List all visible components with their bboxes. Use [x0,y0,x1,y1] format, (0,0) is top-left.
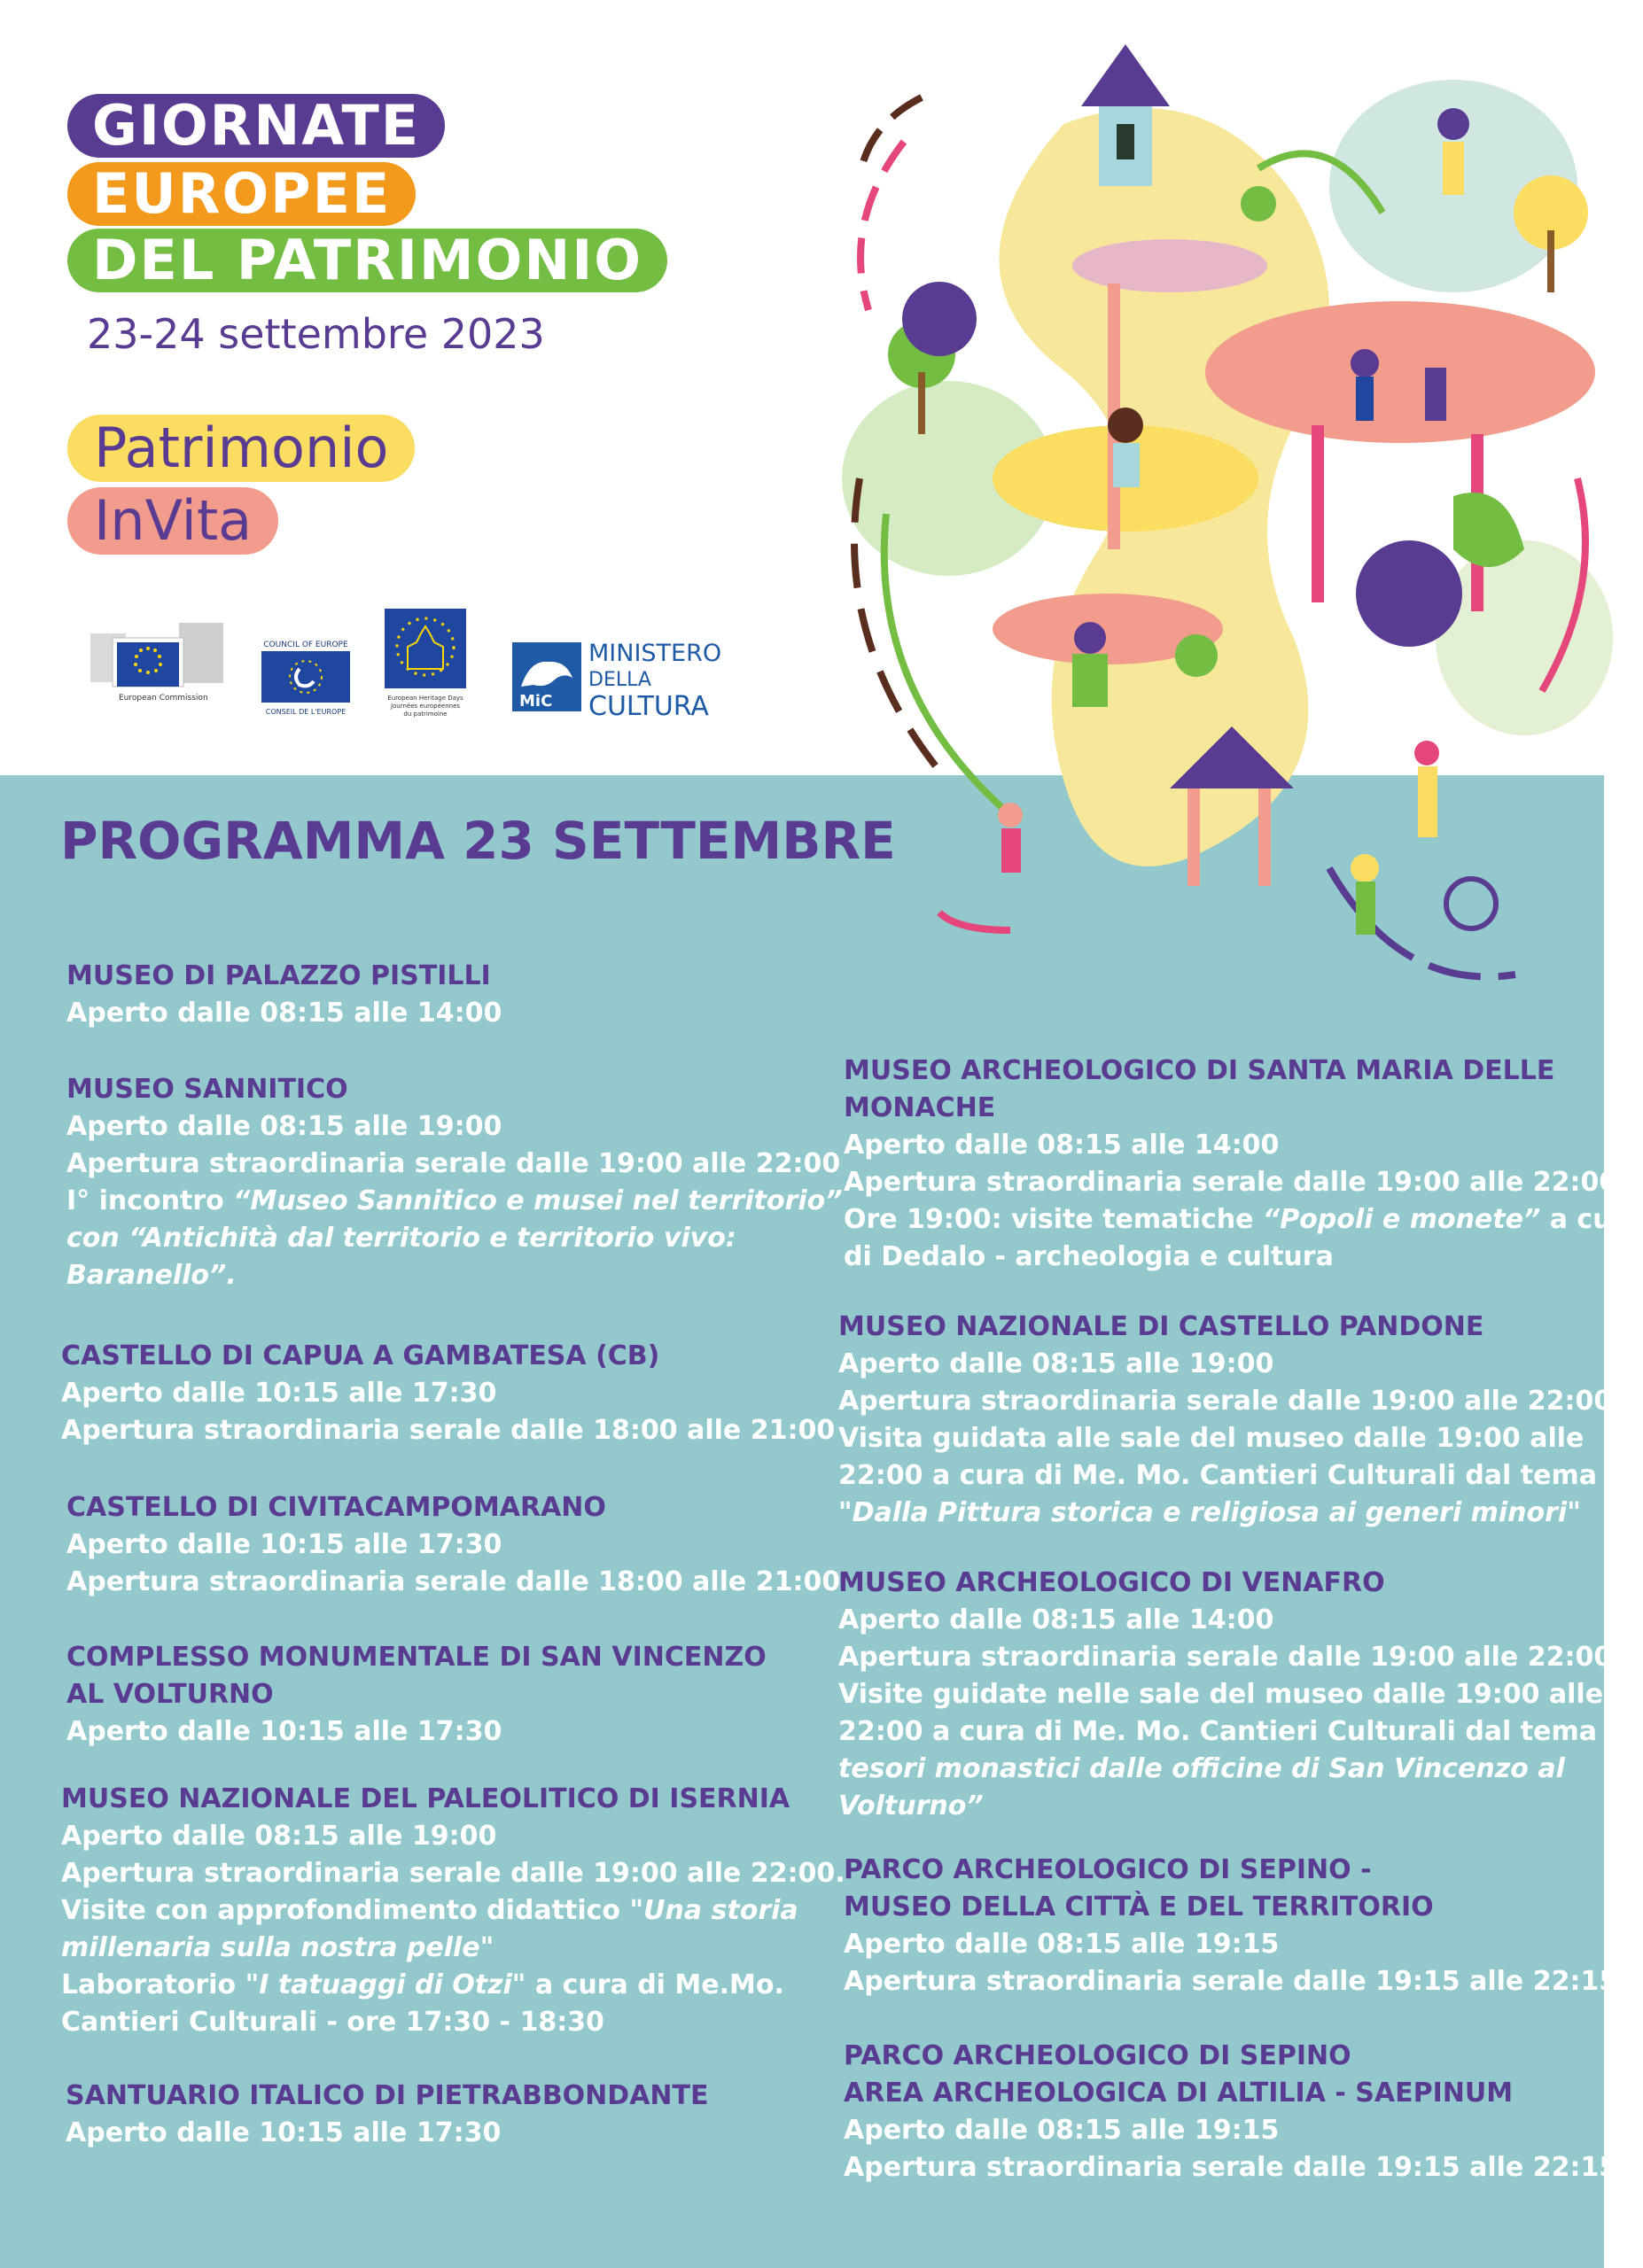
entry-sepino-museo [844,1852,1617,2000]
entry-line: Aperto dalle 10:15 alle 17:30 [66,2117,502,2148]
european-heritage-days-logo: European Heritage Days Journées européennes du patrimoine [381,607,470,731]
svg-text:European Commission: European Commission [119,694,208,703]
ministero-della-cultura-logo: MiC MINISTERO DELLA CULTURA [512,633,743,722]
entry-title: SANTUARIO ITALICO DI PIETRABBONDANTE [66,2080,709,2111]
title-del-patrimonio: DEL PATRIMONIO [67,229,667,292]
title-europee: EUROPEE [67,162,416,226]
entry-line: I° incontro “Museo Sannitico e musei nel territorio” [66,1185,843,1216]
entry-line: Volturno” [838,1790,984,1821]
entry-line: Apertura straordinaria serale dalle 18:00 alle 21:00 [66,1566,841,1597]
entry-line: Aperto dalle 08:15 alle 19:00 [838,1348,1274,1379]
entry-line: Aperto dalle 10:15 alle 17:30 [66,1716,502,1747]
entry-line: Aperto dalle 08:15 alle 14:00 [838,1604,1274,1635]
entry-title: MUSEO NAZIONALE DEL PALEOLITICO DI ISERNIA [61,1783,790,1814]
entry-line: Apertura straordinaria serale dalle 19:15 alle 22:15 [844,2152,1618,2183]
entry-line: Apertura straordinaria serale dalle 18:00 alle 21:00 [61,1415,836,1446]
entry-title: CASTELLO DI CAPUA A GAMBATESA (CB) [61,1340,660,1371]
entry-title: MUSEO DELLA CITTÀ E DEL TERRITORIO [844,1891,1434,1922]
entry-line: Apertura straordinaria serale dalle 19:00 alle 22:00 [66,1148,841,1179]
entry-sepino-altilia [844,2038,1617,2186]
entry-title: MUSEO ARCHEOLOGICO DI VENAFRO [838,1567,1385,1598]
entry-line: Aperto dalle 08:15 alle 19:15 [844,2115,1280,2146]
entry-line: "Dalla Pittura storica e religiosa ai generi minori" [838,1497,1581,1528]
entry-pietrabbondante [66,2078,708,2152]
council-of-europe-logo: COUNCIL OF EUROPE CONSEIL DE L'EUROPE [257,641,354,720]
entry-line: Aperto dalle 08:15 alle 19:00 [66,1111,502,1142]
title-giornate: GIORNATE [67,94,445,158]
entry-line: tesori monastici dalle officine di San Vincenzo al [838,1753,1565,1784]
entry-title: COMPLESSO MONUMENTALE DI SAN VINCENZO [66,1642,767,1673]
svg-text:MiC: MiC [519,692,553,711]
entry-line: Visita guidata alle sale del museo dalle 19:00 alle [838,1423,1585,1454]
event-dates: 23-24 settembre 2023 [87,310,545,358]
entry-line: Visite con approfondimento didattico "Una storia [61,1895,798,1926]
entry-santa-maria-monache [844,1052,1643,1276]
entry-venafro [838,1565,1630,1825]
entry-san-vincenzo [66,1639,767,1751]
entry-museo-sannitico [66,1071,843,1294]
entry-line: Cantieri Culturali - ore 17:30 - 18:30 [61,2007,604,2038]
entry-line: Apertura straordinaria serale dalle 19:00 alle 22:00 [838,1386,1613,1417]
entry-line: Aperto dalle 08:15 alle 14:00 [844,1130,1280,1161]
entry-castello-capua [61,1338,835,1449]
entry-line: Aperto dalle 10:15 alle 17:30 [61,1378,497,1409]
entry-title: AREA ARCHEOLOGICA DI ALTILIA - SAEPINUM [844,2078,1514,2109]
entry-title: MONACHE [844,1092,996,1123]
entry-line: Aperto dalle 08:15 alle 19:15 [844,1929,1280,1960]
entry-paleolitico-isernia [61,1781,845,2041]
entry-line: Aperto dalle 08:15 alle 14:00 [66,998,502,1029]
entry-title: CASTELLO DI CIVITACAMPOMARANO [66,1492,606,1523]
entry-title: PARCO ARCHEOLOGICO DI SEPINO [844,2040,1351,2071]
entry-title: PARCO ARCHEOLOGICO DI SEPINO - [844,1854,1372,1885]
entry-museo-palazzo-pistilli [66,958,502,1032]
entry-line: Apertura straordinaria serale dalle 19:00 alle 22:00 [838,1642,1613,1673]
entry-line: Apertura straordinaria serale dalle 19:00 alle 22:00 [844,1167,1618,1198]
entry-line: Aperto dalle 10:15 alle 17:30 [66,1529,502,1560]
entry-line: millenaria sulla nostra pelle" [61,1932,494,1963]
entry-line: Apertura straordinaria serale dalle 19:15 alle 22:15 [844,1966,1618,1997]
entry-line: con “Antichità dal territorio e territorio vivo: [66,1223,736,1254]
theme-patrimonio: Patrimonio [67,415,415,482]
entry-title: MUSEO SANNITICO [66,1074,348,1105]
european-commission-logo [82,616,232,713]
entry-line: Laboratorio "I tatuaggi di Otzi" a cura di Me.Mo. [61,1969,784,2000]
entry-line: di Dedalo - archeologia e cultura [844,1241,1334,1272]
entry-line: Apertura straordinaria serale dalle 19:00 alle 22:00. [61,1858,845,1889]
theme-invita: InVita [67,487,278,555]
entry-line: Baranello”. [66,1260,237,1291]
entry-title: MUSEO NAZIONALE DI CASTELLO PANDONE [838,1311,1484,1342]
entry-line: Visite guidate nelle sale del museo dalle 19:00 alle [838,1679,1604,1710]
entry-castello-pandone [838,1309,1612,1532]
entry-line: Ore 19:00: visite tematiche “Popoli e monete” a cura [844,1204,1643,1235]
entry-castello-civitacampomarano [66,1489,840,1601]
entry-title: AL VOLTURNO [66,1679,274,1710]
heritage-illustration [833,18,1604,1010]
program-title: PROGRAMMA 23 SETTEMBRE [60,811,896,871]
entry-title: MUSEO DI PALAZZO PISTILLI [66,960,491,991]
entry-line: Aperto dalle 08:15 alle 19:00 [61,1821,497,1852]
entry-line: 22:00 a cura di Me. Mo. Cantieri Culturali dal tema "I [838,1716,1631,1747]
entry-title: MUSEO ARCHEOLOGICO DI SANTA MARIA DELLE [844,1055,1555,1086]
entry-line: 22:00 a cura di Me. Mo. Cantieri Culturali dal tema [838,1460,1597,1491]
